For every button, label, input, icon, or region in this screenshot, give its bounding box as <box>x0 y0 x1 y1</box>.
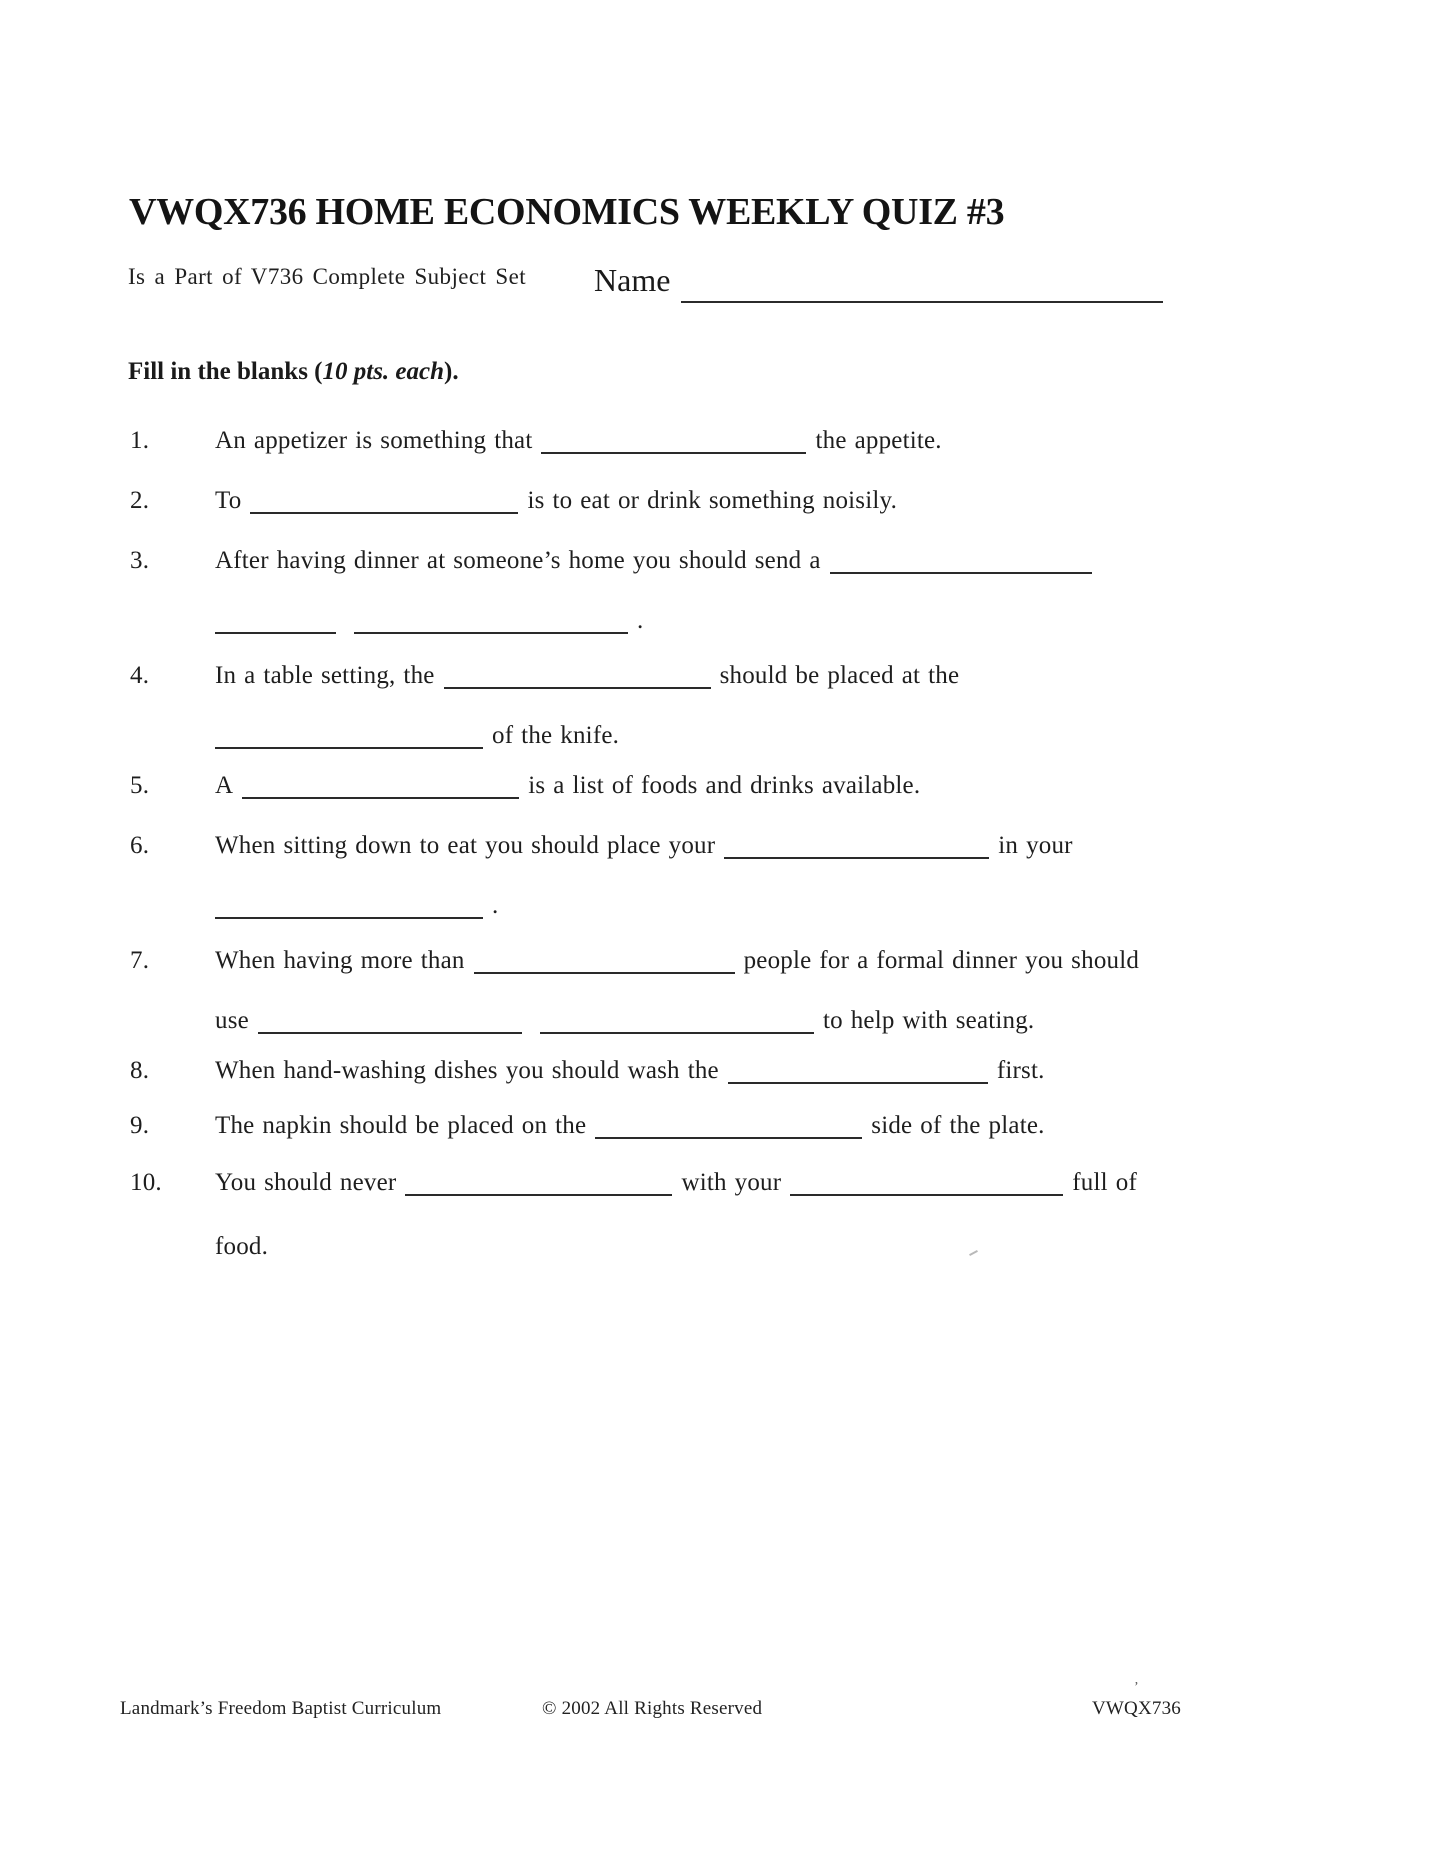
question-text: The napkin should be placed on the <box>215 1112 587 1139</box>
question-text: the appetite. <box>815 427 942 454</box>
question-text: food. <box>215 1233 269 1260</box>
question-text: of the knife. <box>492 722 620 749</box>
question-line <box>0 946 1445 980</box>
instructions-heading <box>128 358 459 386</box>
question-text: When having more than <box>215 947 465 974</box>
question-text: with your <box>681 1169 782 1196</box>
question-number: 3. <box>130 547 150 574</box>
question-line <box>0 771 1445 805</box>
fill-in-blank <box>354 606 628 634</box>
question-text: When sitting down to eat you should place your <box>215 832 716 859</box>
question-line <box>0 486 1445 520</box>
question-line <box>0 1056 1445 1090</box>
fill-in-blank <box>728 1056 988 1084</box>
question-content <box>215 771 920 801</box>
question-number: 2. <box>130 487 150 514</box>
question-line <box>0 891 1445 925</box>
question-content <box>215 1232 268 1262</box>
question-text: In a table setting, the <box>215 662 435 689</box>
fill-in-blank <box>541 426 806 454</box>
page-title: VWQX736 HOME ECONOMICS WEEKLY QUIZ #3 <box>129 191 1005 233</box>
question-text: first. <box>996 1057 1045 1084</box>
fill-in-blank <box>242 771 519 799</box>
question-text: use <box>215 1007 249 1034</box>
question-line <box>0 426 1445 460</box>
question-text: full of <box>1072 1169 1137 1196</box>
question-line <box>0 721 1445 755</box>
question-line <box>0 1111 1445 1145</box>
footer-product-code: VWQX736 <box>1092 1698 1181 1719</box>
question-content <box>215 946 1139 976</box>
question-number: 9. <box>130 1112 150 1139</box>
fill-in-blank <box>830 546 1092 574</box>
fill-in-blank <box>250 486 518 514</box>
name-blank-line <box>681 301 1163 303</box>
question-content <box>215 1056 1045 1086</box>
question-text: You should never <box>215 1169 397 1196</box>
fill-in-blank <box>215 891 483 919</box>
footer-copyright: © 2002 All Rights Reserved <box>542 1698 763 1719</box>
question-content <box>215 831 1073 861</box>
question-number: 10. <box>130 1169 162 1196</box>
question-line <box>0 1006 1445 1040</box>
fill-in-blank <box>215 721 483 749</box>
question-number: 8. <box>130 1057 150 1084</box>
question-number: 6. <box>130 832 150 859</box>
question-number: 1. <box>130 427 150 454</box>
fill-in-blank <box>474 946 735 974</box>
question-number: 7. <box>130 947 150 974</box>
question-text: . <box>492 892 499 919</box>
question-text: is a list of foods and drinks available. <box>528 772 921 799</box>
question-text: . <box>637 607 644 634</box>
question-text: An appetizer is something that <box>215 427 533 454</box>
fill-in-blank <box>405 1168 672 1196</box>
question-content <box>215 426 942 456</box>
question-text: When hand-washing dishes you should wash the <box>215 1057 719 1084</box>
fill-in-blank <box>724 831 989 859</box>
fill-in-blank <box>595 1111 862 1139</box>
scan-artifact-mark: ’ <box>1134 1680 1139 1695</box>
fill-in-blank <box>790 1168 1063 1196</box>
fill-in-blank <box>215 606 336 634</box>
footer-publisher: Landmark’s Freedom Baptist Curriculum <box>120 1698 442 1719</box>
question-text: is to eat or drink something noisily. <box>527 487 898 514</box>
question-content <box>215 1111 1045 1141</box>
question-content <box>215 546 1101 576</box>
question-content <box>215 1168 1137 1198</box>
question-text: should be placed at the <box>719 662 960 689</box>
question-line <box>0 661 1445 695</box>
question-line <box>0 606 1445 640</box>
question-text: After having dinner at someone’s home you should send a <box>215 547 821 574</box>
name-label: Name <box>594 262 671 298</box>
course-subtitle: Is a Part of V736 Complete Subject Set <box>128 264 526 289</box>
fill-in-blank <box>444 661 711 689</box>
question-line <box>0 1232 1445 1266</box>
question-text: in your <box>998 832 1073 859</box>
question-line <box>0 831 1445 865</box>
question-text: side of the plate. <box>871 1112 1045 1139</box>
instructions-points: 10 pts. each <box>322 358 445 385</box>
fill-in-blank <box>540 1006 814 1034</box>
question-content <box>215 891 498 921</box>
question-line <box>0 1168 1445 1202</box>
instructions-suffix: ). <box>444 358 459 385</box>
question-text: To <box>215 487 242 514</box>
question-line <box>0 546 1445 580</box>
question-number: 5. <box>130 772 150 799</box>
question-content <box>215 486 897 516</box>
question-text: to help with seating. <box>822 1007 1035 1034</box>
question-text: A <box>215 772 234 799</box>
question-text: people for a formal dinner you should <box>743 947 1140 974</box>
question-content <box>215 606 643 636</box>
question-content <box>215 1006 1034 1036</box>
fill-in-blank <box>258 1006 522 1034</box>
question-content <box>215 661 959 691</box>
question-content <box>215 721 619 751</box>
instructions-prefix: Fill in the blanks ( <box>128 358 323 385</box>
question-number: 4. <box>130 662 150 689</box>
